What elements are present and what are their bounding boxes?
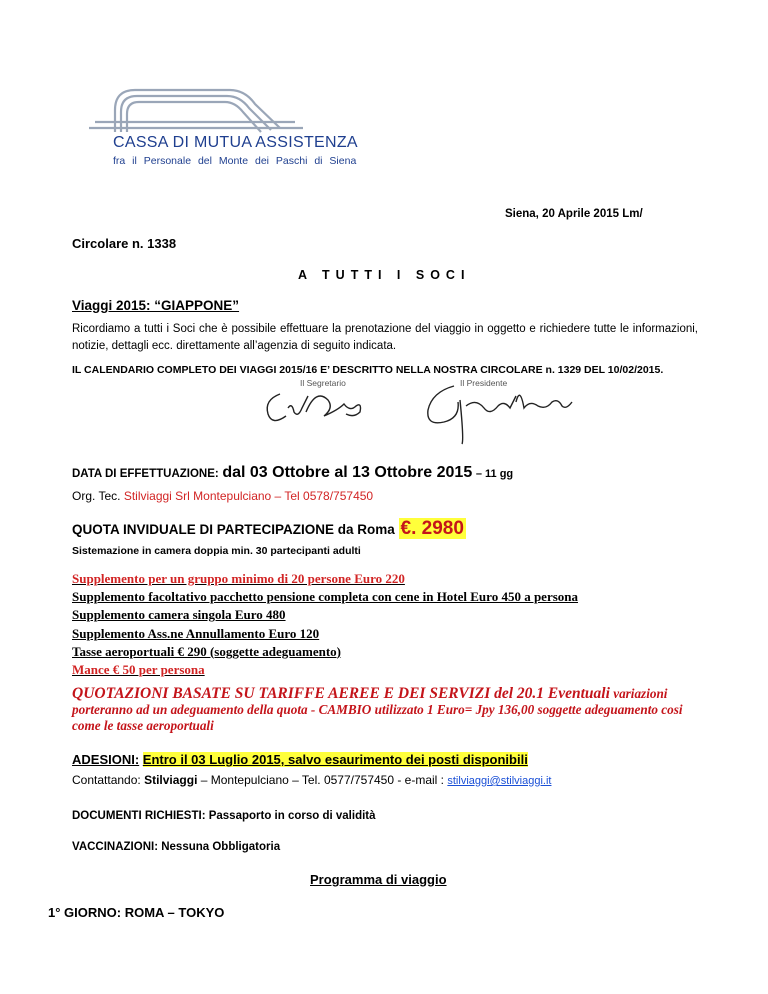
logo-title: CASSA DI MUTUA ASSISTENZA (113, 134, 358, 151)
president-signature (420, 380, 580, 450)
circular-number: Circolare n. 1338 (72, 236, 177, 251)
pricing-disclaimer-rest: variazioni porteranno ad un adeguamento della quota - CAMBIO utilizzato 1 Euro= Jpy 136,00 soggette adeguamento cosi come le tasse aeroportuali (72, 686, 683, 733)
pricing-disclaimer-lead: QUOTAZIONI BASATE SU TARIFFE AEREE E DEI SERVIZI del 20.1 Eventuali (72, 685, 610, 702)
logo-subtitle: fra il Personale del Monte dei Paschi di Siena (113, 155, 357, 167)
supplements-list (72, 570, 578, 679)
contact-details: – Montepulciano – Tel. 0577/757450 - e-mail : (200, 773, 445, 787)
secretary-signature (258, 382, 378, 430)
supplement-item: Mance € 50 per persona (72, 662, 205, 678)
contact-line (72, 773, 551, 787)
logo-emblem (75, 82, 375, 142)
trip-duration: – 11 gg (475, 468, 514, 480)
supplement-item: Supplemento Ass.ne Annullamento Euro 120 (72, 625, 320, 641)
price-label: QUOTA INVIDUALE DI PARTECIPAZIONE da Roma (72, 522, 395, 537)
organizer-line (72, 489, 373, 503)
trip-dates (72, 464, 513, 482)
contact-prefix: Contattando: (72, 773, 141, 787)
contact-email-link[interactable]: stilviaggi@stilviaggi.it (447, 775, 552, 787)
contact-name: Stilviaggi (144, 773, 198, 787)
recipients-heading: A TUTTI I SOCI (298, 268, 471, 282)
trip-title: Viaggi 2015: “GIAPPONE” (72, 298, 240, 313)
calendar-note: IL CALENDARIO COMPLETO DEI VIAGGI 2015/16 E’ DESCRITTO NELLA NOSTRA CIRCOLARE n. 1329 DEL 10/02/2015. (72, 364, 664, 376)
supplement-item: Tasse aeroportuali € 290 (soggette adeguamento) (72, 643, 342, 659)
supplement-item: Supplemento camera singola Euro 480 (72, 607, 286, 623)
trip-dates-label: DATA DI EFFETTUAZIONE: (72, 468, 219, 480)
day-one-heading: 1° GIORNO: ROMA – TOKYO (48, 905, 225, 920)
program-heading: Programma di viaggio (310, 872, 447, 887)
trip-dates-value: dal 03 Ottobre al 13 Ottobre 2015 (222, 464, 473, 481)
president-label: Il Presidente (460, 378, 508, 388)
pricing-disclaimer (72, 686, 700, 734)
supplement-item: Supplemento facoltativo pacchetto pensione completa con cene in Hotel Euro 450 a persona (72, 589, 579, 605)
required-documents: DOCUMENTI RICHIESTI: Passaporto in corso di validità (72, 810, 376, 822)
accommodation-note: Sistemazione in camera doppia min. 30 partecipanti adulti (72, 545, 361, 557)
organization-logo (75, 82, 375, 187)
organizer-label: Org. Tec. (72, 489, 121, 503)
organizer-value: Stilviaggi Srl Montepulciano – Tel 0578/757450 (123, 489, 374, 503)
secretary-label: Il Segretario (300, 378, 346, 388)
registration-label: ADESIONI: (72, 752, 140, 767)
intro-paragraph: Ricordiamo a tutti i Soci che è possibile effettuare la prenotazione del viaggio in oggetto e richiedere tutte le informazioni, notizie, dettagli ecc. direttamente all’agenzia di seguito indicata. (72, 323, 698, 352)
document-date: Siena, 20 Aprile 2015 Lm/ (505, 208, 643, 220)
vaccinations: VACCINAZIONI: Nessuna Obbligatoria (72, 841, 281, 853)
registration-deadline: Entro il 03 Luglio 2015, salvo esaurimento dei posti disponibili (142, 752, 528, 767)
price-value: €. 2980 (400, 518, 464, 539)
price-line (72, 518, 466, 540)
supplement-item: Supplemento per un gruppo minimo di 20 persone Euro 220 (72, 571, 405, 586)
registration-line (72, 752, 528, 767)
